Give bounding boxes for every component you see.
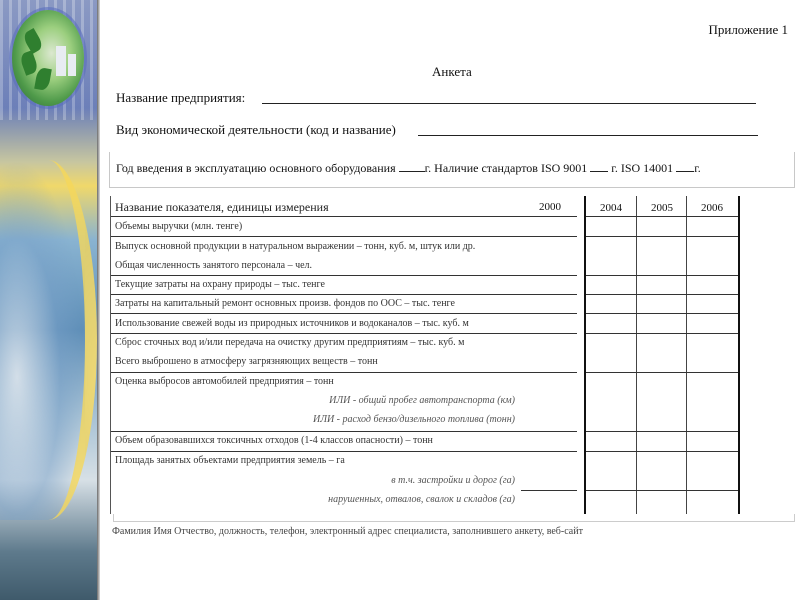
grid-row-line [586, 275, 738, 276]
contact-info-footer: Фамилия Имя Отчество, должность, телефон, электронный адрес специалиста, заполнившего анкету, веб-сайт [112, 526, 583, 537]
column-divider [636, 196, 637, 514]
iso14001-label: г. ISO 14001 [611, 161, 674, 175]
row-wastewater: Сброс сточных вод и/или передача на очистку другим предприятиям – тыс. куб. м [115, 337, 465, 348]
row-revenue: Объемы выручки (млн. тенге) [115, 221, 243, 232]
years-grid [584, 196, 740, 514]
iso9001-year-input[interactable] [590, 159, 608, 172]
row-divider [521, 490, 577, 491]
row-capital-repair: Затраты на капитальный ремонт основных произв. фондов по ООС – тыс. тенге [115, 298, 455, 309]
row-air-emissions: Всего выброшено в атмосферу загрязняющих веществ – тонн [115, 356, 378, 367]
leaf-icon [21, 28, 44, 54]
row-toxic-waste: Объем образовавшихся токсичных отходов (1-4 классов опасности) – тонн [115, 435, 433, 446]
iso9001-label: г. Наличие стандартов ISO 9001 [424, 161, 588, 175]
equipment-year-input[interactable] [399, 159, 425, 172]
eco-globe-logo [12, 10, 84, 106]
building-icon [68, 54, 76, 76]
row-divider [111, 275, 577, 276]
row-divider [111, 431, 577, 432]
form-title: Анкета [432, 64, 472, 79]
row-vehicle-mileage: ИЛИ - общий пробег автотранспорта (км) [329, 395, 515, 406]
row-divider [111, 236, 577, 237]
row-divider [111, 216, 577, 217]
row-divider [111, 451, 577, 452]
iso14001-year-input[interactable] [676, 159, 694, 172]
grid-row-line [586, 216, 738, 217]
company-name-label: Название предприятия: [116, 90, 246, 105]
appendix-label: Приложение 1 [708, 22, 788, 37]
row-land-area: Площадь занятых объектами предприятия земель – га [115, 455, 345, 466]
grid-row-line [586, 313, 738, 314]
iso14001-year-suffix: г. [694, 161, 701, 175]
activity-input[interactable] [418, 135, 758, 136]
row-fuel-consumption: ИЛИ - расход бензо/дизельного топлива (тонн) [312, 414, 515, 425]
column-divider [686, 196, 687, 514]
row-land-buildings: в т.ч. застройки и дорог (га) [391, 475, 515, 486]
earth-swirl-graphic [0, 160, 97, 520]
grid-row-line [586, 333, 738, 334]
grid-row-line [586, 236, 738, 237]
grid-row-line [586, 431, 738, 432]
indicators-table [110, 196, 577, 514]
leaf-icon [34, 67, 52, 91]
activity-label: Вид экономической деятельности (код и название) [116, 122, 396, 137]
row-vehicle-emissions: Оценка выбросов автомобилей предприятия – тонн [115, 376, 334, 387]
row-divider [111, 333, 577, 334]
row-output: Выпуск основной продукции в натуральном выражении – тонн, куб. м, штук или др. [115, 241, 476, 252]
row-water-use: Использование свежей воды из природных источников и водоканалов – тыс. куб. м [115, 318, 469, 329]
row-divider [111, 294, 577, 295]
grid-row-line [586, 490, 738, 491]
grid-row-line [586, 294, 738, 295]
row-divider [111, 313, 577, 314]
year-header-2000: 2000 [539, 201, 561, 213]
row-personnel: Общая численность занятого персонала – чел. [115, 260, 313, 271]
row-land-disturbed: нарушенных, отвалов, свалок и складов (га) [328, 494, 515, 505]
building-icon [56, 46, 66, 76]
equipment-year-label: Год введения в эксплуатацию основного оборудования [116, 161, 396, 175]
year-header-2004: 2004 [600, 202, 622, 214]
year-header-2005: 2005 [651, 202, 673, 214]
grid-row-line [586, 372, 738, 373]
decorative-side-banner [0, 0, 97, 600]
panel-divider [97, 0, 100, 600]
row-divider [111, 372, 577, 373]
table-header-label: Название показателя, единицы измерения [115, 200, 329, 214]
table-bottom-frame [113, 514, 795, 522]
company-name-input[interactable] [262, 103, 756, 104]
iso-section [109, 152, 795, 188]
row-env-costs: Текущие затраты на охрану природы – тыс. тенге [115, 279, 325, 290]
year-header-2006: 2006 [701, 202, 723, 214]
leaf-icon [19, 50, 40, 75]
grid-row-line [586, 451, 738, 452]
